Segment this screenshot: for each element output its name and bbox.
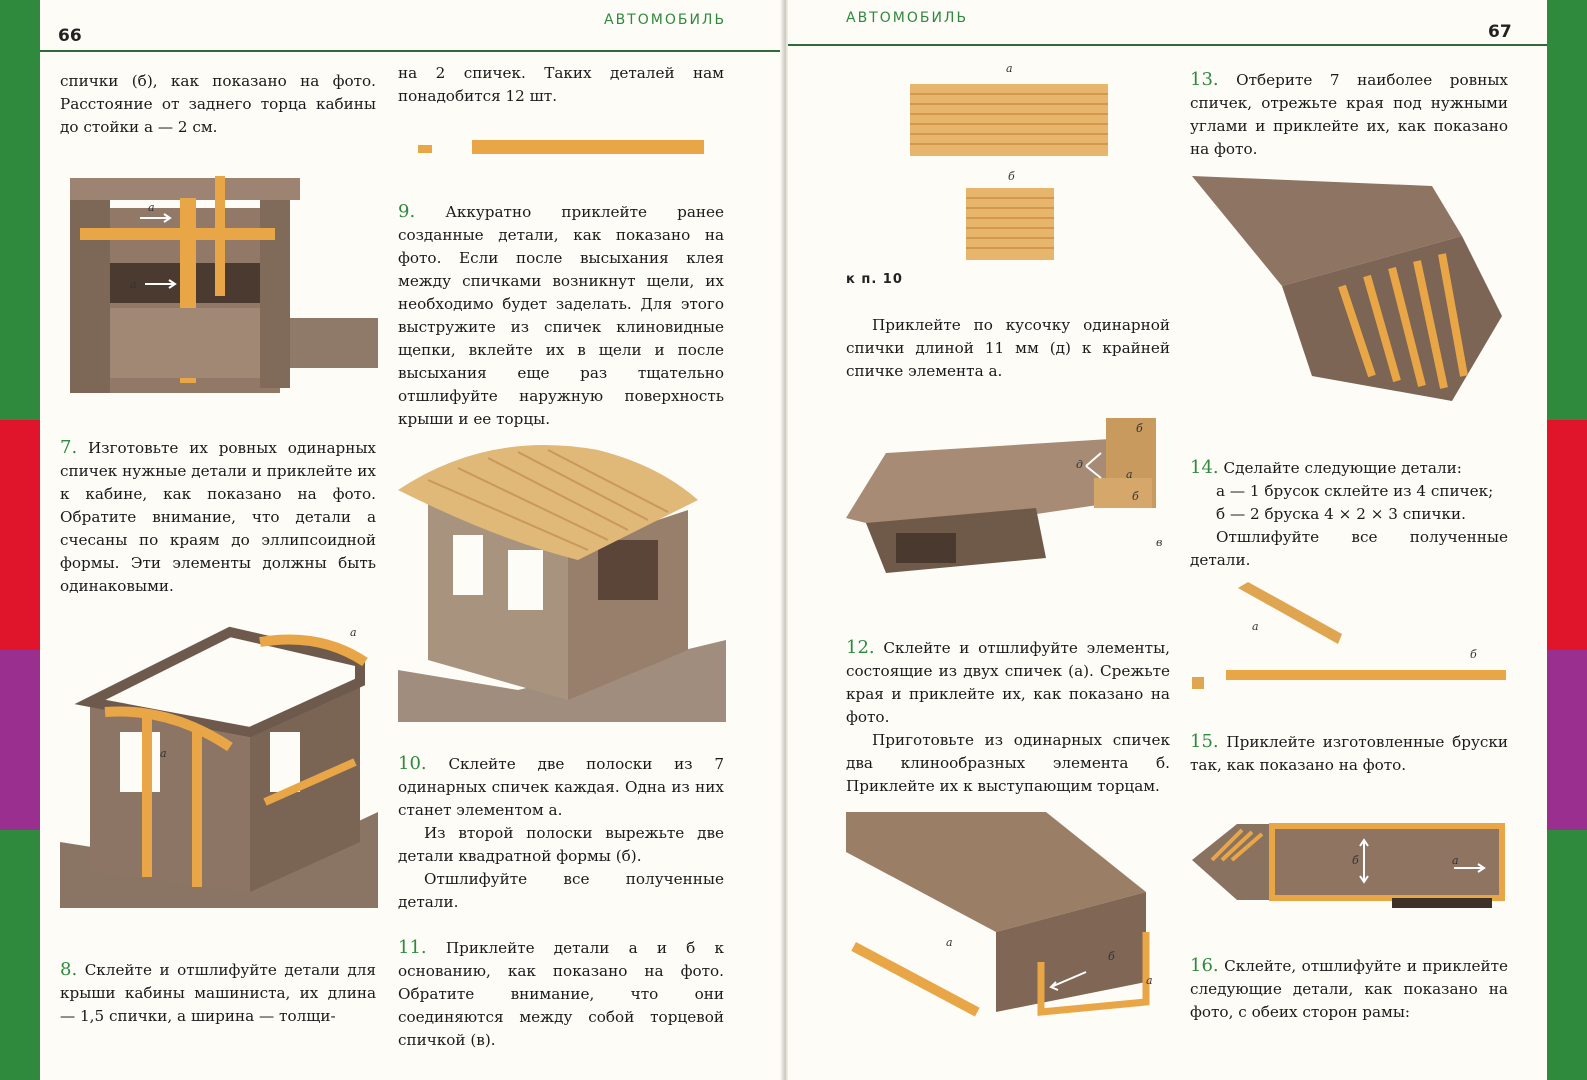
step-16 bbox=[1190, 954, 1508, 1024]
left-edge bbox=[0, 0, 40, 1080]
step-number: 9. bbox=[398, 201, 416, 222]
cab-side bbox=[70, 188, 110, 393]
cab-side-right bbox=[260, 188, 290, 388]
label-a-1: а bbox=[148, 201, 155, 214]
step-number: 16. bbox=[1190, 955, 1219, 976]
page-number: 66 bbox=[58, 26, 82, 46]
stick-pieces bbox=[410, 132, 710, 162]
step-7 bbox=[60, 436, 376, 598]
step-text: б — 2 бруска 4 × 2 × 3 спички. bbox=[1216, 505, 1466, 523]
header-rule bbox=[788, 44, 1547, 46]
step-8 bbox=[60, 958, 376, 1028]
right-page bbox=[788, 0, 1547, 1080]
stick-vertical-2 bbox=[215, 176, 225, 296]
step-number: 14. bbox=[1190, 457, 1219, 478]
left-page bbox=[40, 0, 784, 1080]
step-text: Приготовьте из одинарных спичек два клинообразных элемента б. Приклейте их к выступающим торцам. bbox=[846, 731, 1170, 795]
step-14 bbox=[1190, 456, 1508, 572]
photo-caption: к п. 10 bbox=[846, 272, 903, 287]
step-15 bbox=[1190, 730, 1508, 777]
col2-intro bbox=[398, 62, 724, 108]
label-a: а bbox=[1452, 854, 1459, 867]
running-title: АВТОМОБИЛЬ bbox=[846, 10, 969, 26]
chassis-photo-1 bbox=[846, 408, 1172, 588]
step-text: Склейте, отшлифуйте и приклейте следующие детали, как показано на фото, с обеих сторон рамы: bbox=[1190, 957, 1509, 1021]
step-number: 8. bbox=[60, 959, 78, 980]
window-1 bbox=[120, 732, 160, 792]
chassis-photo-2 bbox=[846, 812, 1172, 1034]
step-number: 13. bbox=[1190, 69, 1219, 90]
step-13 bbox=[1190, 68, 1508, 161]
step-number: 10. bbox=[398, 753, 427, 774]
plank-lines bbox=[110, 308, 260, 378]
step-text: Аккуратно приклейте ранее созданные детали, как показано на фото. Если после высыхания клея между спичками возникнут щели, их необходимо будет заделать. Для этого выстружите из спичек клиновидные щепки, вклейте их в щели и после высыхания еще раз тщательно отшлифуйте наружную поверхность крыши и ее торцы. bbox=[398, 203, 724, 428]
intro-text: спички (б), как показано на фото. Расстояние от заднего торца кабины до стойки а — 2 см. bbox=[60, 72, 376, 136]
intro-paragraph bbox=[60, 70, 376, 139]
running-title: АВТОМОБИЛЬ bbox=[604, 12, 727, 28]
label-a-2: а bbox=[130, 278, 137, 291]
label-b: б bbox=[1136, 422, 1143, 435]
frame-body bbox=[1272, 826, 1502, 898]
label-a: а bbox=[1252, 620, 1259, 633]
step-text: Склейте и отшлифуйте детали для крыши кабины машиниста, их длина — 1,5 спички, а ширина — толщи- bbox=[60, 961, 376, 1025]
loose-stick bbox=[851, 942, 979, 1017]
page-number: 67 bbox=[1488, 22, 1512, 42]
strip-a bbox=[910, 84, 1108, 156]
cube-b bbox=[1192, 677, 1204, 689]
label-b-2: б bbox=[1132, 490, 1139, 503]
window-front-2 bbox=[508, 550, 543, 610]
cab-photo-2 bbox=[60, 622, 378, 908]
bar-b bbox=[1226, 670, 1506, 680]
label-a: а bbox=[946, 936, 953, 949]
step-number: 7. bbox=[60, 437, 78, 458]
step-text: Склейте и отшлифуйте элементы, состоящие из двух спичек (а). Срежьте края и приклейте их, как показано на фото. bbox=[846, 639, 1170, 726]
cab-with-roof-photo bbox=[398, 440, 726, 722]
step-text: Из второй полоски вырежьте две детали квадратной формы (б). bbox=[398, 824, 724, 865]
strip-pieces bbox=[900, 60, 1110, 265]
window-front bbox=[453, 535, 483, 595]
step-10 bbox=[398, 752, 724, 914]
window-2 bbox=[270, 732, 300, 792]
step-9 bbox=[398, 200, 724, 431]
step-number: 11. bbox=[398, 937, 427, 958]
header-rule bbox=[40, 50, 784, 52]
chassis-window bbox=[896, 533, 956, 563]
bar-a bbox=[1238, 582, 1342, 644]
upright-stick-2 bbox=[192, 727, 202, 887]
step-text: Склейте две полоски из 7 одинарных спичек каждая. Одна из них станет элементом а. bbox=[398, 755, 724, 819]
label-a-2: а bbox=[1146, 974, 1153, 987]
step-text: Отберите 7 наиболее ровных спичек, отрежьте края под нужными углами и приклейте их, как показано на фото. bbox=[1190, 71, 1508, 158]
step-number: 15. bbox=[1190, 731, 1219, 752]
square-b bbox=[966, 188, 1054, 260]
cab-photo-1 bbox=[60, 168, 378, 406]
cab-roof-edge bbox=[70, 178, 300, 200]
label-a: а bbox=[1126, 468, 1133, 481]
long-piece bbox=[472, 140, 704, 154]
step-text: Изготовьте их ровных одинарных спичек нужные детали и приклейте их к кабине, как показано на фото. Обратите внимание, что детали а счесаны по краям до эллипсоидной формы. Эти элементы должны быть одинаковыми. bbox=[60, 439, 376, 595]
end-block-b bbox=[1094, 478, 1152, 508]
step-text: Приклейте детали а и б к основанию, как показано на фото. Обратите внимание, что они соединяются между собой торцевой спичкой (в). bbox=[398, 939, 725, 1049]
step-text: Отшлифуйте все полученные детали. bbox=[1190, 528, 1508, 569]
upright-stick-1 bbox=[142, 717, 152, 877]
step-text: Сделайте следующие детали: bbox=[1223, 459, 1462, 477]
label-a-3: а bbox=[350, 626, 357, 639]
intro-text: на 2 спичек. Таких деталей нам понадобится 12 шт. bbox=[398, 64, 724, 105]
step-11 bbox=[398, 936, 724, 1052]
label-b: б bbox=[1108, 950, 1115, 963]
frame-photo-1 bbox=[1192, 176, 1508, 408]
step-12 bbox=[846, 636, 1170, 798]
label-b: б bbox=[1008, 170, 1015, 183]
label-b: б bbox=[1470, 648, 1477, 661]
step-text: Приклейте по кусочку одинарной спички длиной 11 мм (д) к крайней спичке элемента а. bbox=[846, 316, 1170, 380]
label-b: б bbox=[1352, 854, 1359, 867]
small-piece bbox=[418, 145, 432, 153]
stick-horizontal bbox=[80, 228, 275, 240]
label-d: д bbox=[1076, 458, 1083, 471]
step-text: Приклейте изготовленные бруски так, как показано на фото. bbox=[1190, 733, 1508, 774]
window-side bbox=[598, 540, 658, 600]
step-text: а — 1 брусок склейте из 4 спичек; bbox=[1216, 482, 1494, 500]
frame-shadow bbox=[1392, 898, 1492, 908]
right-edge bbox=[1547, 0, 1587, 1080]
glue-paragraph bbox=[846, 314, 1170, 383]
bar-pieces bbox=[1192, 582, 1508, 692]
label-a-4: а bbox=[160, 747, 167, 760]
frame-photo-2 bbox=[1192, 820, 1508, 920]
label-v: в bbox=[1156, 536, 1163, 549]
step-text: Отшлифуйте все полученные детали. bbox=[398, 870, 724, 911]
step-number: 12. bbox=[846, 637, 875, 658]
label-a: а bbox=[1006, 62, 1013, 75]
